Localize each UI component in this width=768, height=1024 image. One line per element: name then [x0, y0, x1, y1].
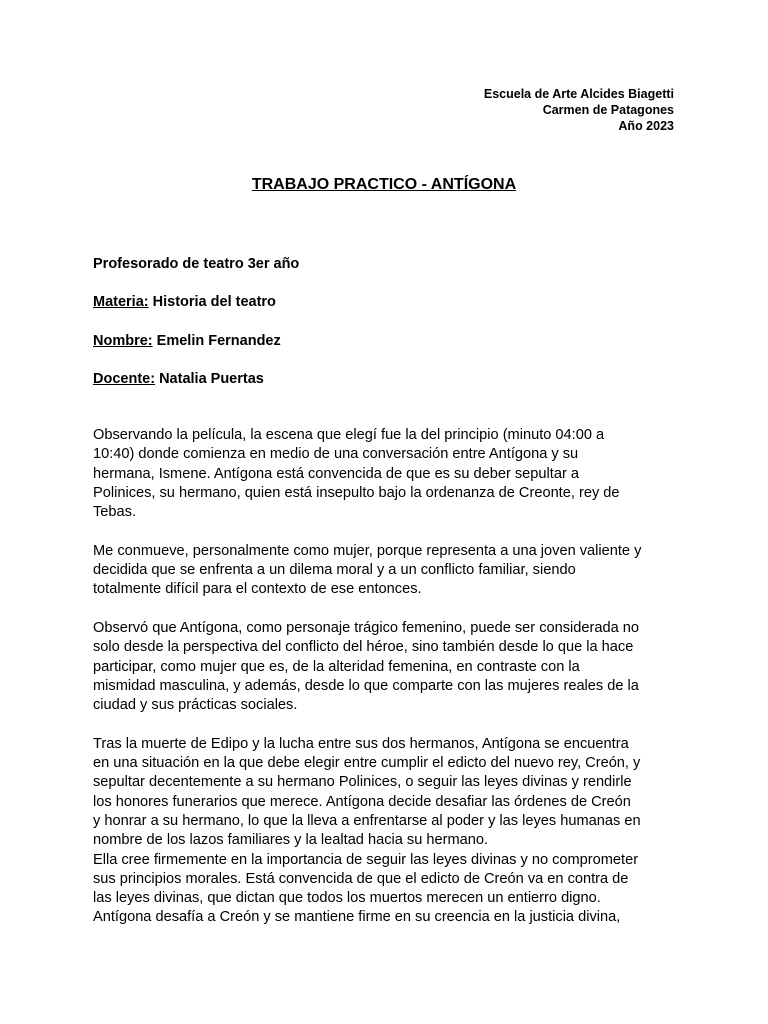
paragraph-2 — [93, 542, 678, 600]
paragraph-3 — [93, 619, 678, 715]
paragraph-line: decidida que se enfrenta a un dilema moral y a un conflicto familiar, siendo — [93, 562, 576, 579]
paragraph-line: Ella cree firmemente en la importancia de seguir las leyes divinas y no comprometer — [93, 851, 639, 868]
teacher-label: Docente: — [93, 371, 156, 387]
paragraph-line: totalmente difícil para el contexto de ese entonces. — [93, 581, 422, 598]
paragraph-line: Observando la película, la escena que elegí fue la del principio (minuto 04:00 a — [93, 427, 605, 443]
paragraph-line: Tras la muerte de Edipo y la lucha entre sus dos hermanos, Antígona se encuentra — [93, 735, 629, 752]
paragraph-line: Polinices, su hermano, quien está insepulto bajo la ordenanza de Creonte, rey de — [93, 484, 620, 501]
paragraph-line: Antígona desafía a Creón y se mantiene firme en su creencia en la justicia divina, — [93, 909, 621, 926]
paragraph-line: Me conmueve, personalmente como mujer, porque representa a una joven valiente y — [93, 542, 642, 559]
paragraph-line: en una situación en la que debe elegir entre cumplir el edicto del nuevo rey, Creón, y — [93, 755, 641, 772]
subject-line — [93, 293, 276, 311]
school-header — [484, 86, 674, 134]
student-name-label: Nombre: — [93, 333, 153, 349]
program-text: Profesorado de teatro 3er año — [93, 256, 300, 272]
paragraph-line: las leyes divinas, que dictan que todos los muertos merecen un entierro digno. — [93, 890, 601, 907]
student-name-value: Emelin Fernandez — [156, 333, 281, 349]
paragraph-line: mismidad masculina, y además, desde lo que comparte con las mujeres reales de la — [93, 677, 639, 694]
paragraph-line: ciudad y sus prácticas sociales. — [93, 697, 298, 714]
school-year: Año 2023 — [618, 119, 674, 133]
paragraph-line: Tebas. — [93, 504, 136, 521]
teacher-value: Natalia Puertas — [159, 371, 264, 387]
subject-label: Materia: — [93, 294, 149, 310]
student-name-line — [93, 332, 281, 350]
essay-body — [93, 426, 678, 928]
paragraph-line: Observó que Antígona, como personaje trágico femenino, puede ser considerada no — [93, 619, 639, 636]
subject-value: Historia del teatro — [152, 294, 276, 310]
program-line — [93, 255, 299, 273]
paragraph-line: participar, como mujer que es, de la alteridad femenina, en contraste con la — [93, 658, 580, 675]
document-title: TRABAJO PRACTICO - ANTÍGONA — [251, 176, 517, 193]
paragraph-1 — [93, 426, 678, 522]
paragraph-4 — [93, 735, 678, 928]
paragraph-line: 10:40) donde comienza en medio de una conversación entre Antígona y su — [93, 446, 579, 463]
school-city: Carmen de Patagones — [542, 103, 674, 117]
paragraph-line: sus principios morales. Está convencida de que el edicto de Creón va en contra de — [93, 870, 629, 887]
paragraph-line: solo desde la perspectiva del conflicto del héroe, sino también desde lo que la hace — [93, 639, 634, 656]
paragraph-line: nombre de los lazos familiares y la lealtad hacia su hermano. — [93, 832, 489, 849]
teacher-line — [93, 370, 264, 388]
school-name: Escuela de Arte Alcides Biagetti — [483, 87, 674, 101]
paragraph-line: sepultar decentemente a su hermano Polinices, o seguir las leyes divinas y rendirle — [93, 774, 632, 791]
paragraph-line: y honrar a su hermano, lo que la lleva a enfrentarse al poder y las leyes humanas en — [93, 812, 641, 829]
paragraph-line: hermana, Ismene. Antígona está convencida de que es su deber sepultar a — [93, 465, 579, 482]
paragraph-line: los honores funerarios que merece. Antígona decide desafiar las órdenes de Creón — [93, 793, 631, 810]
